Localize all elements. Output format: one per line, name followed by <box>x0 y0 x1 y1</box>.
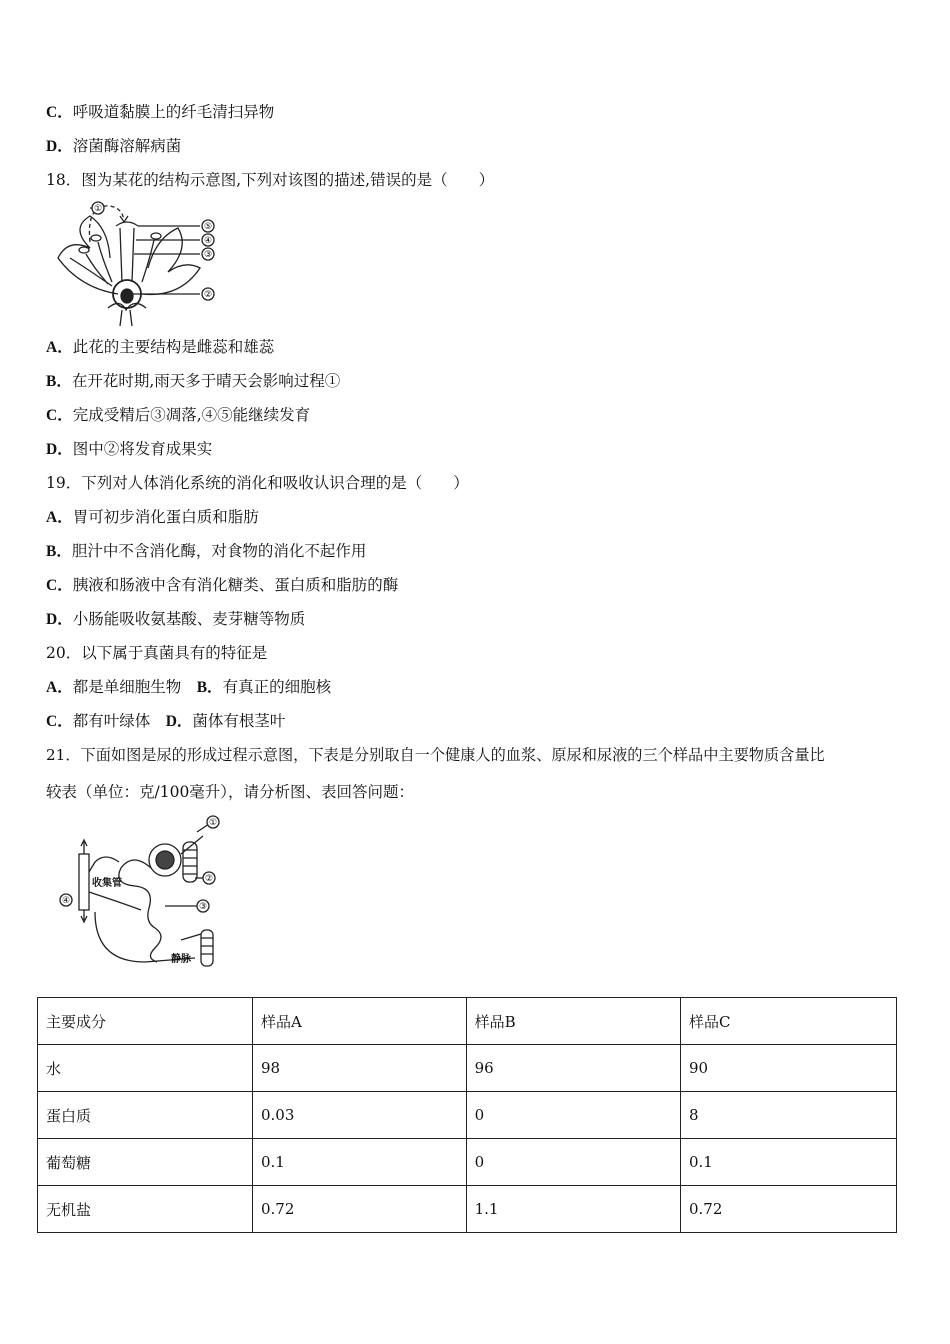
kidney-label-2: ② <box>204 874 214 884</box>
flower-label-3: ③ <box>203 250 213 260</box>
table-cell: 水 <box>38 1045 253 1092</box>
collecting-duct-label: 收集管 <box>92 878 122 889</box>
q20-options-ab <box>46 677 331 698</box>
q19-option-b <box>46 541 366 562</box>
table-row <box>38 1045 897 1092</box>
kidney-label-3: ③ <box>198 902 208 912</box>
q19-stem: 19．下列对人体消化系统的消化和吸收认识合理的是（ ） <box>46 474 469 492</box>
option-text: 都是单细胞生物 <box>72 678 197 696</box>
vein-label: 静脉 <box>171 954 191 965</box>
option-text: 完成受精后③凋落,④⑤能继续发育 <box>72 406 311 424</box>
option-letter: D． <box>46 611 73 628</box>
option-text: 在开花时期,雨天多于晴天会影响过程① <box>71 372 341 390</box>
table-cell: 无机盐 <box>38 1186 253 1233</box>
option-letter: A． <box>46 339 73 356</box>
option-letter: D． <box>46 138 73 155</box>
table-cell: 98 <box>253 1045 467 1092</box>
table-cell: 0.72 <box>680 1186 896 1233</box>
option-text: 胰液和肠液中含有消化糖类、蛋白质和脂肪的酶 <box>72 576 399 594</box>
table-cell: 0 <box>466 1139 680 1186</box>
table-cell: 蛋白质 <box>38 1092 253 1139</box>
option-text: 此花的主要结构是雌蕊和雄蕊 <box>72 338 275 356</box>
q20-stem: 20．以下属于真菌具有的特征是 <box>46 644 268 662</box>
option-letter: D． <box>165 713 193 730</box>
q17-option-d <box>46 136 181 157</box>
option-letter: D． <box>46 441 73 458</box>
option-letter: A． <box>46 679 73 696</box>
composition-table <box>37 997 897 1233</box>
flower-label-2: ② <box>203 290 213 300</box>
option-text: 图中②将发育成果实 <box>72 440 213 458</box>
table-row <box>38 1186 897 1233</box>
option-letter: C． <box>46 407 73 424</box>
q19-option-c <box>46 575 398 596</box>
option-letter: B． <box>196 679 223 696</box>
q18-stem: 18．图为某花的结构示意图,下列对该图的描述,错误的是（ ） <box>46 171 495 189</box>
q21-stem-line1: 21．下面如图是尿的形成过程示意图，下表是分别取自一个健康人的血浆、原尿和尿液的三个样品中主要物质含量比 <box>46 746 825 764</box>
option-text: 都有叶绿体 <box>72 712 166 730</box>
option-letter: C． <box>46 713 73 730</box>
option-text: 有真正的细胞核 <box>222 678 332 696</box>
option-letter: B． <box>46 373 72 390</box>
table-row <box>38 1139 897 1186</box>
option-text: 胃可初步消化蛋白质和脂肪 <box>72 508 259 526</box>
table-cell: 90 <box>680 1045 896 1092</box>
table-cell: 96 <box>466 1045 680 1092</box>
table-cell: 8 <box>680 1092 896 1139</box>
option-letter: A． <box>46 509 73 526</box>
header-cell: 样品C <box>680 998 896 1045</box>
header-cell: 样品A <box>253 998 467 1045</box>
table-cell: 0 <box>466 1092 680 1139</box>
option-letter: B． <box>46 543 72 560</box>
q19-option-d <box>46 609 305 630</box>
table-cell: 葡萄糖 <box>38 1139 253 1186</box>
q19-option-a <box>46 507 259 528</box>
table-header-row <box>38 998 897 1045</box>
kidney-label-4: ④ <box>61 896 71 906</box>
flower-label-5: ⑤ <box>203 222 213 232</box>
q18-option-b <box>46 371 340 392</box>
option-text: 小肠能吸收氨基酸、麦芽糖等物质 <box>72 610 306 628</box>
option-text: 菌体有根茎叶 <box>192 712 286 730</box>
option-text: 胆汁中不含消化酶，对食物的消化不起作用 <box>71 542 367 560</box>
q18-option-c <box>46 405 310 426</box>
option-text: 溶菌酶溶解病菌 <box>72 137 182 155</box>
flower-label-4: ④ <box>203 236 213 246</box>
table-row <box>38 1092 897 1139</box>
table-cell: 1.1 <box>466 1186 680 1233</box>
urine-formation-diagram <box>55 812 230 974</box>
q17-option-c <box>46 102 274 123</box>
table-cell: 0.1 <box>680 1139 896 1186</box>
flower-label-1: ① <box>93 204 103 214</box>
option-letter: C． <box>46 577 73 594</box>
table-cell: 0.72 <box>253 1186 467 1233</box>
header-cell: 样品B <box>466 998 680 1045</box>
q18-option-a <box>46 337 274 358</box>
table-cell: 0.03 <box>253 1092 467 1139</box>
table-cell: 0.1 <box>253 1139 467 1186</box>
option-letter: C． <box>46 104 73 121</box>
flower-structure-diagram <box>50 198 225 326</box>
q20-options-cd <box>46 711 285 732</box>
q21-stem-line2: 较表（单位：克/100毫升），请分析图、表回答问题： <box>46 783 415 801</box>
option-text: 呼吸道黏膜上的纤毛清扫异物 <box>72 103 275 121</box>
header-cell: 主要成分 <box>38 998 253 1045</box>
kidney-label-1: ① <box>208 818 218 828</box>
q18-option-d <box>46 439 212 460</box>
